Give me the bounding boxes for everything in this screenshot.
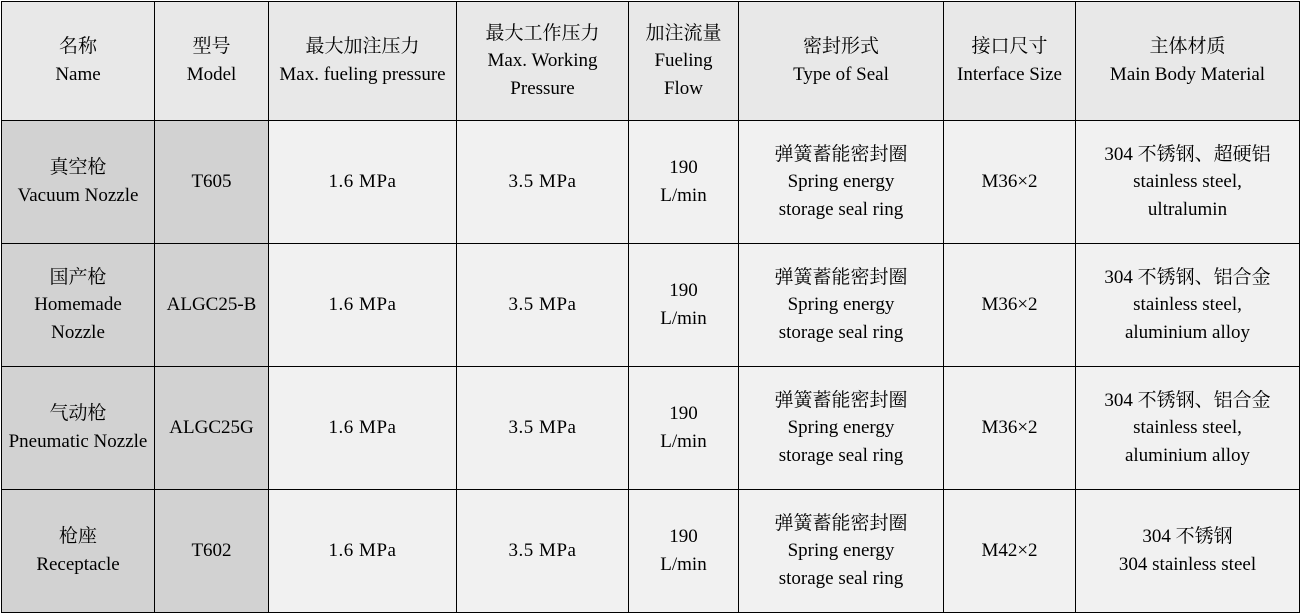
cell-model: ALGC25-B (155, 244, 269, 367)
row1-name-en: Homemade Nozzle (34, 294, 122, 343)
header-max-fueling-pressure-cn: 最大加注压力 (305, 36, 420, 58)
row1-seal-en1: Spring energy (787, 294, 895, 316)
row3-seal-en2: storage seal ring (778, 567, 904, 589)
header-main-body-material-en: Main Body Material (1109, 64, 1266, 85)
row2-flow-value: 190 (669, 403, 698, 425)
cell-max-working-pressure: 3.5 MPa (457, 244, 629, 367)
row3-material-en1: 304 stainless steel (1118, 554, 1257, 575)
cell-max-working-pressure: 3.5 MPa (457, 490, 629, 613)
cell-max-working-pressure: 3.5 MPa (457, 121, 629, 244)
row2-name-cn: 气动枪 (49, 403, 107, 425)
row0-name-cn: 真空枪 (49, 157, 107, 179)
cell-fueling-flow (629, 490, 739, 613)
cell-type-of-seal (739, 367, 944, 490)
cell-model: ALGC25G (155, 367, 269, 490)
row1-flow-value: 190 (669, 280, 698, 302)
header-cell-max-working-pressure (457, 2, 629, 121)
cell-name (2, 244, 155, 367)
cell-max-fueling-pressure: 1.6 MPa (269, 121, 457, 244)
header-name-en: Name (55, 64, 101, 85)
row3-seal-cn: 弹簧蓄能密封圈 (774, 512, 908, 534)
header-row (2, 2, 1300, 121)
row0-material-en1: stainless steel, (1133, 171, 1242, 193)
header-model-cn: 型号 (192, 36, 231, 58)
row0-seal-en1: Spring energy (787, 171, 895, 193)
header-type-of-seal-cn: 密封形式 (802, 36, 879, 58)
cell-main-body-material (1076, 244, 1300, 367)
header-max-fueling-pressure-en: Max. fueling pressure (279, 64, 446, 85)
row3-material-cn: 304 不锈钢 (1142, 526, 1233, 548)
table-row (2, 490, 1300, 613)
cell-main-body-material (1076, 121, 1300, 244)
table-row (2, 367, 1300, 490)
header-type-of-seal-en: Type of Seal (793, 64, 889, 85)
row2-seal-en2: storage seal ring (778, 444, 904, 466)
row1-material-cn: 304 不锈钢、铝合金 (1104, 266, 1271, 288)
header-cell-main-body-material (1076, 2, 1300, 121)
cell-main-body-material (1076, 490, 1300, 613)
specification-table (1, 1, 1300, 613)
row1-seal-en2: storage seal ring (778, 321, 904, 343)
cell-max-fueling-pressure: 1.6 MPa (269, 367, 457, 490)
header-fueling-flow-en: Fueling Flow (654, 50, 713, 99)
header-name-cn: 名称 (58, 36, 97, 58)
header-model-en: Model (186, 64, 237, 85)
header-interface-size-cn: 接口尺寸 (971, 36, 1048, 58)
row1-seal-cn: 弹簧蓄能密封圈 (774, 266, 908, 288)
row2-material-en1: stainless steel, (1133, 417, 1242, 439)
cell-type-of-seal (739, 490, 944, 613)
row0-name-en: Vacuum Nozzle (17, 185, 139, 206)
cell-interface-size: M36×2 (944, 121, 1076, 244)
row0-seal-en2: storage seal ring (778, 198, 904, 220)
row2-material-en2: aluminium alloy (1124, 444, 1251, 466)
row0-material-en2: ultralumin (1147, 198, 1228, 220)
row2-seal-en1: Spring energy (787, 417, 895, 439)
row3-name-cn: 枪座 (58, 526, 97, 548)
header-cell-type-of-seal (739, 2, 944, 121)
cell-max-fueling-pressure: 1.6 MPa (269, 490, 457, 613)
row2-name-en: Pneumatic Nozzle (8, 431, 148, 452)
row0-flow-unit: L/min (660, 185, 707, 206)
row3-flow-unit: L/min (660, 554, 707, 575)
row0-flow-value: 190 (669, 157, 698, 179)
header-cell-name (2, 2, 155, 121)
table-header (2, 2, 1300, 121)
table-row (2, 244, 1300, 367)
cell-max-working-pressure: 3.5 MPa (457, 367, 629, 490)
header-max-working-pressure-en: Max. Working Pressure (487, 50, 598, 99)
table-row (2, 121, 1300, 244)
cell-fueling-flow (629, 367, 739, 490)
cell-interface-size: M42×2 (944, 490, 1076, 613)
cell-main-body-material (1076, 367, 1300, 490)
cell-type-of-seal (739, 244, 944, 367)
row2-material-cn: 304 不锈钢、铝合金 (1104, 389, 1271, 411)
header-cell-interface-size (944, 2, 1076, 121)
cell-name (2, 121, 155, 244)
row0-material-cn: 304 不锈钢、超硬铝 (1104, 143, 1271, 165)
row2-flow-unit: L/min (660, 431, 707, 452)
cell-interface-size: M36×2 (944, 244, 1076, 367)
row1-material-en2: aluminium alloy (1124, 321, 1251, 343)
row2-seal-cn: 弹簧蓄能密封圈 (774, 389, 908, 411)
row0-seal-cn: 弹簧蓄能密封圈 (774, 143, 908, 165)
cell-fueling-flow (629, 244, 739, 367)
cell-fueling-flow (629, 121, 739, 244)
cell-max-fueling-pressure: 1.6 MPa (269, 244, 457, 367)
header-interface-size-en: Interface Size (957, 64, 1062, 85)
header-max-working-pressure-cn: 最大工作压力 (485, 22, 600, 44)
header-main-body-material-cn: 主体材质 (1149, 36, 1226, 58)
cell-type-of-seal (739, 121, 944, 244)
row3-name-en: Receptacle (36, 554, 120, 575)
row3-flow-value: 190 (669, 526, 698, 548)
cell-name (2, 367, 155, 490)
row3-seal-en1: Spring energy (787, 540, 895, 562)
spec-table-container (0, 1, 1300, 613)
cell-model: T605 (155, 121, 269, 244)
cell-model: T602 (155, 490, 269, 613)
header-cell-fueling-flow (629, 2, 739, 121)
row1-material-en1: stainless steel, (1133, 294, 1242, 316)
header-cell-model (155, 2, 269, 121)
cell-name (2, 490, 155, 613)
cell-interface-size: M36×2 (944, 367, 1076, 490)
header-cell-max-fueling-pressure (269, 2, 457, 121)
row1-name-cn: 国产枪 (49, 266, 107, 288)
table-body (2, 121, 1300, 613)
header-fueling-flow-cn: 加注流量 (645, 22, 722, 44)
row1-flow-unit: L/min (660, 308, 707, 329)
